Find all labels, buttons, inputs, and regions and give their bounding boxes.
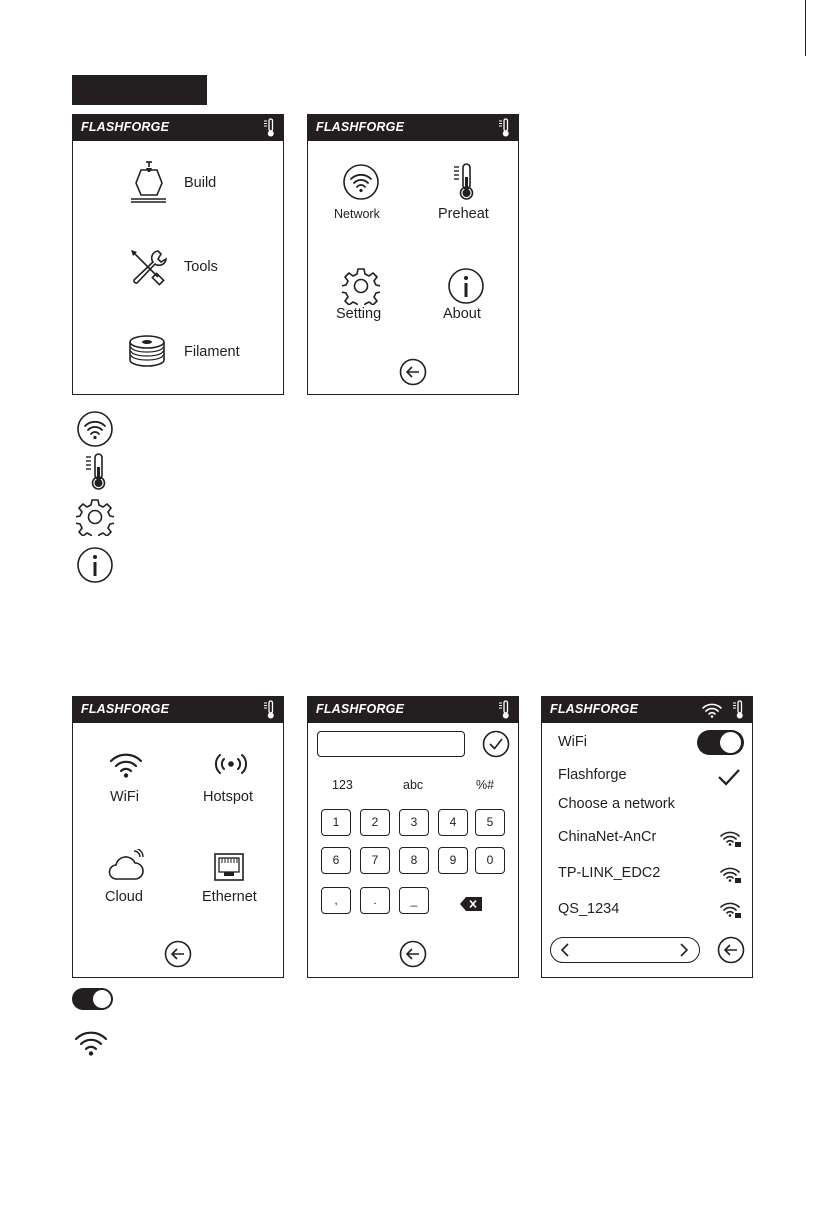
info-icon <box>76 546 114 584</box>
toggle-icon <box>72 988 113 1010</box>
thermometer-icon <box>85 453 107 491</box>
thermometer-icon <box>498 118 510 138</box>
build-icon <box>128 161 168 203</box>
brand-logo: FLASHFORGE <box>81 120 170 134</box>
brand-logo: FLASHFORGE <box>81 702 170 716</box>
screen-keyboard <box>307 696 519 978</box>
key-period[interactable]: . <box>360 887 390 914</box>
menu-item-label: Tools <box>184 259 218 275</box>
menu-item-label: Ethernet <box>202 889 257 905</box>
choose-network-label: Choose a network <box>558 796 675 812</box>
key-7[interactable]: 7 <box>360 847 390 874</box>
key-4[interactable]: 4 <box>438 809 468 836</box>
menu-item-label: About <box>443 306 481 322</box>
wifi-locked-icon <box>720 867 742 884</box>
mode-tab-letters[interactable]: abc <box>403 778 424 792</box>
key-1[interactable]: 1 <box>321 809 351 836</box>
menu-item-label: Build <box>184 175 217 191</box>
thermometer-icon <box>263 118 275 138</box>
page-navigator <box>550 937 700 963</box>
connected-network: Flashforge <box>558 767 627 783</box>
key-2[interactable]: 2 <box>360 809 390 836</box>
screen-header <box>73 697 283 723</box>
key-9[interactable]: 9 <box>438 847 468 874</box>
network-name: QS_1234 <box>558 901 620 917</box>
menu-item-label: Preheat <box>438 206 489 222</box>
chevron-right-icon[interactable] <box>679 943 689 957</box>
confirm-button[interactable] <box>482 730 510 758</box>
menu-item-label: Setting <box>336 306 382 322</box>
key-5[interactable]: 5 <box>475 809 505 836</box>
menu-item-label: Network <box>334 207 380 221</box>
key-0[interactable]: 0 <box>475 847 505 874</box>
thermometer-icon <box>732 700 744 720</box>
wifi-icon <box>702 703 722 718</box>
key-8[interactable]: 8 <box>399 847 429 874</box>
back-button[interactable] <box>399 358 427 386</box>
toggle-knob <box>720 732 741 753</box>
gear-icon <box>76 498 114 536</box>
checkmark-icon <box>718 768 740 786</box>
thermometer-icon <box>453 163 475 201</box>
wifi-circle-icon <box>342 163 380 201</box>
back-button[interactable] <box>717 936 745 964</box>
key-underscore[interactable]: _ <box>399 887 429 914</box>
screen-network <box>72 696 284 978</box>
wifi-icon <box>109 751 143 779</box>
screen-wifi-list <box>541 696 753 978</box>
brand-logo: FLASHFORGE <box>316 702 405 716</box>
info-icon <box>447 267 485 305</box>
screen-header <box>542 697 752 723</box>
ethernet-icon <box>214 853 244 881</box>
filament-icon <box>127 335 167 369</box>
chevron-left-icon[interactable] <box>560 943 570 957</box>
back-button[interactable] <box>399 940 427 968</box>
screen-header <box>308 697 518 723</box>
brand-logo: FLASHFORGE <box>316 120 405 134</box>
menu-item-label: Cloud <box>105 889 143 905</box>
menu-item-label: Hotspot <box>203 789 253 805</box>
thermometer-icon <box>498 700 510 720</box>
menu-item-label: Filament <box>184 344 240 360</box>
hotspot-icon <box>214 751 248 777</box>
brand-logo: FLASHFORGE <box>550 702 639 716</box>
mode-tab-symbols[interactable]: %# <box>476 778 495 792</box>
wifi-icon <box>74 1029 108 1057</box>
toggle-knob <box>93 990 111 1008</box>
password-input[interactable] <box>317 731 465 757</box>
back-button[interactable] <box>164 940 192 968</box>
wifi-locked-icon <box>720 902 742 919</box>
network-name: TP-LINK_EDC2 <box>558 865 661 881</box>
screen-header <box>73 115 283 141</box>
crop-mark <box>805 0 806 56</box>
mode-tab-numeric[interactable]: 123 <box>332 778 353 792</box>
network-name: ChinaNet-AnCr <box>558 829 657 845</box>
key-comma[interactable]: , <box>321 887 351 914</box>
backspace-icon[interactable] <box>460 897 482 911</box>
tools-icon <box>128 247 168 287</box>
wifi-locked-icon <box>720 831 742 848</box>
section-label-bar <box>72 75 207 105</box>
key-3[interactable]: 3 <box>399 809 429 836</box>
screen-main-menu <box>72 114 284 395</box>
wifi-label: WiFi <box>558 734 587 750</box>
screen-header <box>308 115 518 141</box>
wifi-toggle[interactable] <box>697 730 744 755</box>
key-6[interactable]: 6 <box>321 847 351 874</box>
screen-tools-menu <box>307 114 519 395</box>
thermometer-icon <box>263 700 275 720</box>
menu-item-label: WiFi <box>110 789 139 805</box>
cloud-icon <box>107 849 145 881</box>
wifi-circle-icon <box>76 410 114 448</box>
gear-icon <box>342 267 380 305</box>
